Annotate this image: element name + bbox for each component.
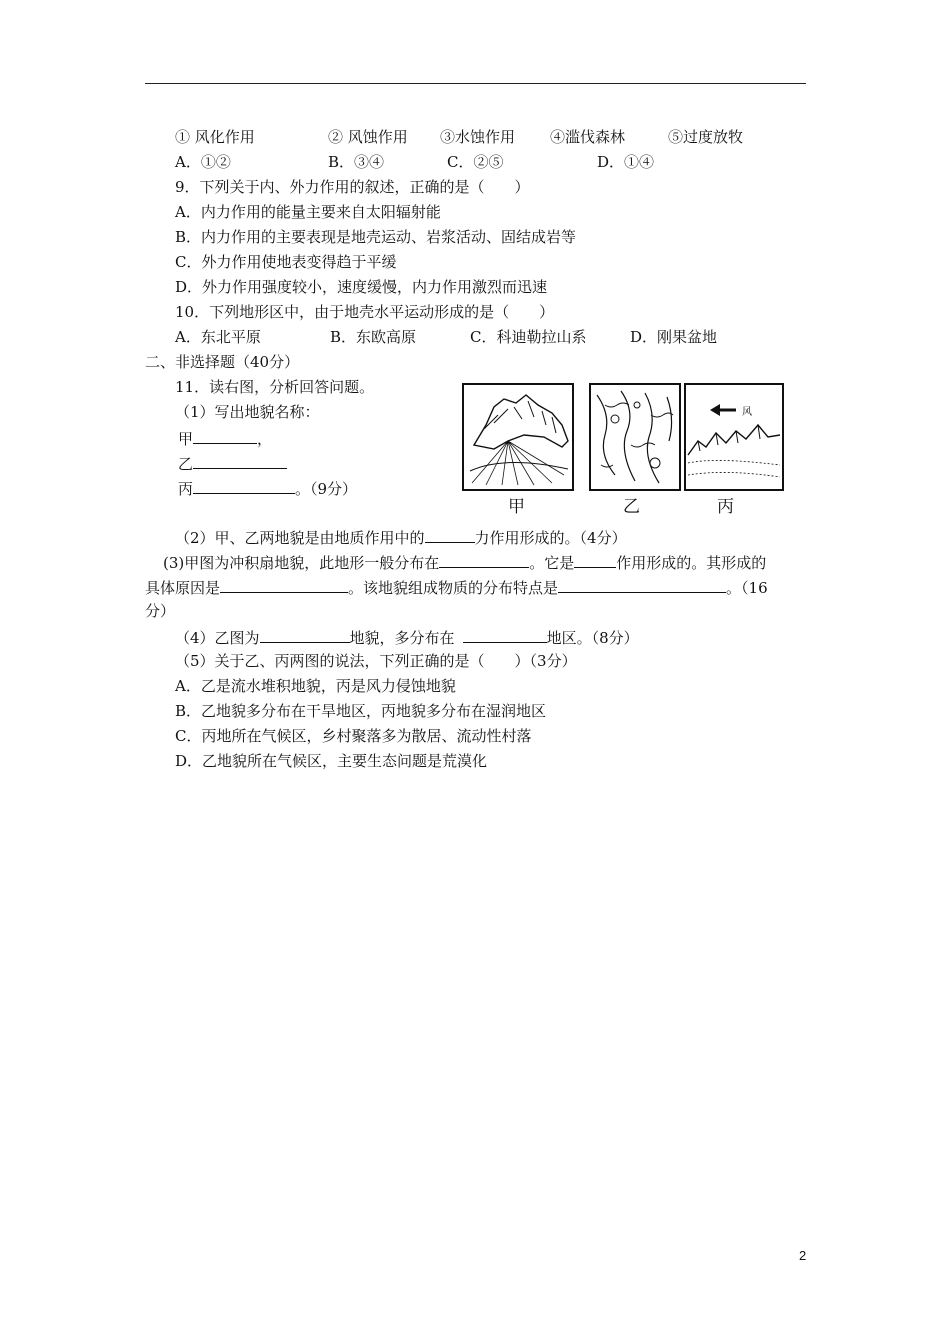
q10-option-c: C．科迪勒拉山系 (470, 328, 587, 346)
q10-option-b: B．东欧高原 (330, 328, 417, 346)
q11-part1: （1）写出地貌名称： (175, 403, 320, 421)
q8-option-b: B．③④ (328, 153, 385, 171)
q11-part5-option-a: A．乙是流水堆积地貌，丙是风力侵蚀地貌 (175, 677, 456, 695)
bing-end: 。（9分） (295, 480, 358, 498)
q11-part5-stem: （5）关于乙、丙两图的说法，下列正确的是（ ）（3分） (175, 652, 577, 670)
bing-label: 丙 (178, 480, 194, 498)
section-title: 二、非选择题（40分） (145, 353, 300, 371)
q11-part2 (175, 526, 627, 548)
bing-answer-blank[interactable] (193, 477, 295, 494)
q10-options-line (175, 327, 717, 347)
q9-option-a: A．内力作用的能量主要来自太阳辐射能 (175, 203, 441, 221)
q11-stem: 11．读右图，分析回答问题。 (175, 378, 375, 396)
page-number: 2 (799, 1248, 807, 1263)
q11-part3-line3: 分） (145, 602, 176, 620)
q11-part4 (175, 626, 639, 648)
q11-jia-line (178, 427, 272, 449)
part3-text-c: 作用形成的。其形成的 (616, 554, 767, 572)
part3-blank-distribution[interactable] (558, 576, 726, 593)
q11-part3-line1 (163, 551, 766, 573)
q9-option-b: B．内力作用的主要表现是地壳运动、岩浆活动、固结成岩等 (175, 228, 577, 246)
q8-option-a: A．①② (175, 153, 231, 171)
q11-yi-line (178, 452, 287, 474)
q9-option-d: D．外力作用强度较小，速度缓慢，内力作用激烈而迅速 (175, 278, 548, 296)
part3-text-e: 。该地貌组成物质的分布特点是 (348, 579, 559, 597)
yi-label: 乙 (178, 455, 194, 473)
q11-part5-option-b: B．乙地貌多分布在干旱地区，丙地貌多分布在湿润地区 (175, 702, 547, 720)
part3-text-b: 。它是 (529, 554, 575, 572)
figure-label-yi: 乙 (623, 497, 640, 517)
q8-cause-2: ② 风蚀作用 (328, 128, 408, 146)
figure-panel-jia (462, 383, 574, 491)
q11-bing-line (178, 477, 357, 499)
q8-choices-line (175, 152, 654, 172)
part4-blank-region[interactable] (463, 626, 547, 643)
q10-option-d: D．刚果盆地 (630, 328, 718, 346)
part3-blank-process[interactable] (574, 551, 616, 568)
jia-label: 甲 (178, 430, 194, 448)
part4-text-a: （4）乙图为 (175, 629, 260, 647)
q8-cause-4: ④滥伐森林 (550, 128, 626, 146)
q8-causes-line (175, 127, 743, 147)
jia-answer-blank[interactable] (193, 427, 257, 444)
header-rule (145, 83, 806, 84)
q8-option-c: C．②⑤ (447, 153, 504, 171)
q10-option-a: A．东北平原 (175, 328, 261, 346)
q8-cause-5: ⑤过度放牧 (668, 128, 744, 146)
q8-cause-3: ③水蚀作用 (440, 128, 516, 146)
part3-blank-reason[interactable] (220, 576, 348, 593)
figure-label-bing: 丙 (717, 497, 734, 517)
figure-panel-bing (684, 383, 784, 491)
q8-cause-1: ① 风化作用 (175, 128, 255, 146)
q11-part5-option-d: D．乙地貌所在气候区，主要生态问题是荒漠化 (175, 752, 488, 770)
part3-text-a: (3)甲图为冲积扇地貌，此地形一般分布在 (163, 554, 440, 572)
part2-blank[interactable] (425, 526, 475, 543)
part2-text-a: （2）甲、乙两地貌是由地质作用中的 (175, 529, 425, 547)
q8-option-d: D．①④ (597, 153, 655, 171)
part3-text-f: 。（16 (726, 579, 768, 597)
jia-end: ， (257, 430, 273, 448)
q11-part3-line2 (145, 576, 768, 598)
q9-option-c: C．外力作用使地表变得趋于平缓 (175, 253, 397, 271)
part4-blank-landform[interactable] (260, 626, 350, 643)
part3-text-d: 具体原因是 (145, 579, 221, 597)
q11-part5-option-c: C．丙地所在气候区，乡村聚落多为散居、流动性村落 (175, 727, 532, 745)
figure-panel-yi (589, 383, 681, 491)
q9-stem: 9．下列关于内、外力作用的叙述，正确的是（ ） (175, 178, 530, 196)
yi-answer-blank[interactable] (193, 452, 287, 469)
q10-stem: 10．下列地形区中，由于地壳水平运动形成的是（ ） (175, 303, 555, 321)
part3-blank-location[interactable] (439, 551, 529, 568)
river-delta-sketch (591, 385, 679, 489)
part2-text-b: 力作用形成的。（4分） (474, 529, 627, 547)
alluvial-fan-sketch (464, 385, 572, 489)
wind-erosion-sketch (686, 385, 782, 489)
figure-label-jia: 甲 (508, 497, 525, 517)
wind-label: 风 (742, 407, 752, 418)
part4-text-c: 地区。（8分） (546, 629, 639, 647)
part4-text-b: 地貌，多分布在 (349, 629, 455, 647)
